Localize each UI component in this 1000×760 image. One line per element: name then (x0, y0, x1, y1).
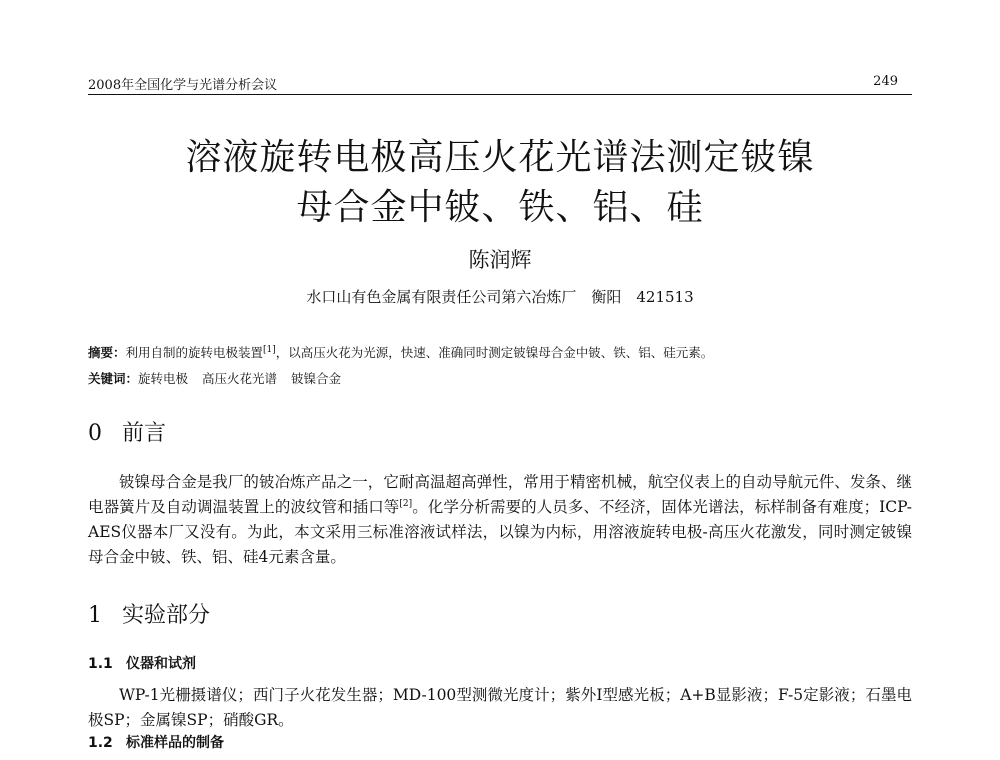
subsection-number: 1.2 (88, 735, 113, 751)
keywords (88, 370, 912, 388)
section-number: 0 (88, 421, 102, 446)
section-heading-preface (88, 420, 912, 448)
paper-title-line-2: 母合金中铍、铁、铝、硅 (296, 187, 704, 228)
intro-paragraph (88, 470, 912, 570)
subsection-number: 1.1 (88, 656, 113, 672)
abstract-citation: [1] (263, 344, 276, 355)
intro-text-1: 铍镍母合金是我厂的铍冶炼产品之一，它耐高温超高弹性，常用于精密机械，航空仪表上的自动导航元件、发条、继电器簧片及自动调温装置上的波纹管和插口等 (88, 473, 912, 516)
abstract (88, 344, 912, 362)
subsection-title: 仪器和试剂 (126, 656, 196, 672)
author-name: 陈润辉 (468, 248, 532, 272)
abstract-label: 摘要： (88, 345, 126, 360)
page-number: 249 (873, 74, 898, 89)
author-affiliation: 水口山有色金属有限责任公司第六冶炼厂 衡阳 421513 (306, 288, 694, 306)
keyword-item: 铍镍合金 (291, 371, 342, 386)
subsection-heading-standards (88, 733, 912, 753)
instruments-paragraph: WP-1光栅摄谱仪；西门子火花发生器；MD-100型测微光度计；紫外I型感光板；A+B显影液；F-5定影液；石墨电极SP；金属镍SP；硝酸GR。 (88, 686, 912, 729)
abstract-text-2: ，以高压火花为光源，快速、准确同时测定铍镍母合金中铍、铁、铝、硅元素。 (275, 345, 714, 360)
conference-name: 2008年全国化学与光谱分析会议 (88, 78, 278, 93)
intro-citation: [2] (399, 498, 413, 509)
abstract-text-1: 利用自制的旋转电极装置 (125, 345, 264, 360)
intro-text-2: 。化学分析需要的人员多、不经济，固体光谱法，标样制备有难度；ICP-AES仪器本厂又没有。为此，本文采用三标准溶液试样法，以镍为内标，用溶液旋转电极-高压火花激发，同时测定铍镍母合金中铍、铁、铝、硅4元素含量。 (88, 498, 912, 566)
running-header (88, 72, 912, 95)
keywords-label: 关键词： (88, 371, 139, 386)
section-number: 1 (88, 603, 102, 628)
keyword-item: 旋转电极 (138, 371, 189, 386)
section-heading-experimental (88, 602, 912, 630)
section-title: 实验部分 (122, 603, 211, 628)
subsection-heading-instruments (88, 654, 912, 674)
subsection-title: 标准样品的制备 (126, 735, 224, 751)
section-title: 前言 (122, 421, 167, 446)
keyword-item: 高压火花光谱 (202, 371, 278, 386)
paper-title-line-1: 溶液旋转电极高压火花光谱法测定铍镍 (185, 137, 815, 178)
